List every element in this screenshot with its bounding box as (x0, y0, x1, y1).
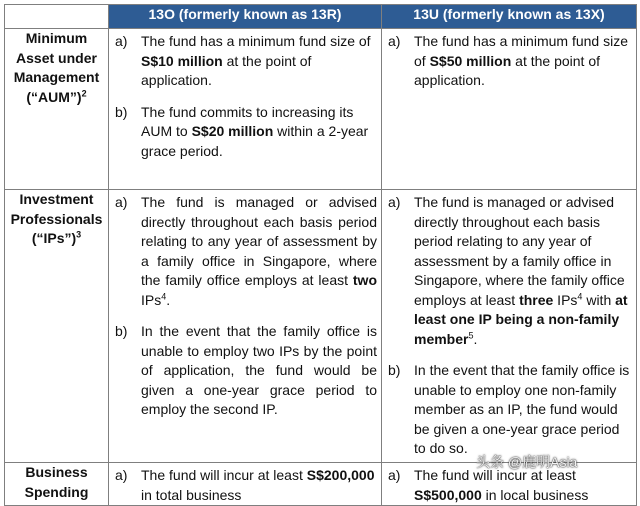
cell-13o-ips (109, 190, 382, 463)
list-item: a) The fund will incur at least S$200,000 in total business (115, 467, 375, 503)
watermark: 头条 @鹿明Asia (476, 454, 578, 470)
list-item: a) The fund has a minimum fund size of S$50 million at the point of application. (388, 33, 628, 88)
cell-13u-ips (382, 190, 637, 463)
row-investment-professionals (5, 190, 637, 463)
row-label-spending: Business Spending (5, 463, 109, 506)
cell-13u-aum (382, 29, 637, 190)
row-label-ips: Investment Professionals (“IPs”)$^3$ (5, 190, 109, 463)
list-item: a) The fund is managed or advised directly throughout each basis period relating to any year of assessment by a family office in Singapore, where the family office employs at least two IPs$^4$. (115, 194, 377, 308)
list-item: a) The fund has a minimum fund size of S$10 million at the point of application. (115, 33, 371, 88)
row-minimum-aum (5, 29, 637, 190)
cell-13o-spending (109, 463, 382, 506)
list-item: b) In the event that the family office is unable to employ one non-family member as an IP, the fund would be given a one-year grace period to do so. (388, 362, 630, 456)
row-label-aum: Minimum Asset under Management (“AUM”)$^2$ (5, 29, 109, 190)
header-row (5, 5, 637, 29)
header-blank-cell (5, 5, 109, 29)
list-item: a) The fund will incur at least S$500,000 in local business (388, 467, 589, 503)
list-item: b) In the event that the family office is unable to employ two IPs by the point of application, the fund would be given a one-year grace period to employ the second IP. (115, 323, 377, 417)
list-item: a) The fund is managed or advised directly throughout each basis period relating to any year of assessment by a family office in Singapore, where the family office employs at least three IPs$^4$ with at least one IP being a non-family member$^5$. (388, 194, 628, 347)
header-13o: 13O (formerly known as 13R) (109, 5, 382, 29)
list-item: b) The fund commits to increasing its AUM to S$20 million within a 2-year grace period. (115, 103, 369, 159)
comparison-table (4, 4, 637, 506)
header-13u: 13U (formerly known as 13X) (382, 5, 637, 29)
cell-13o-aum (109, 29, 382, 190)
